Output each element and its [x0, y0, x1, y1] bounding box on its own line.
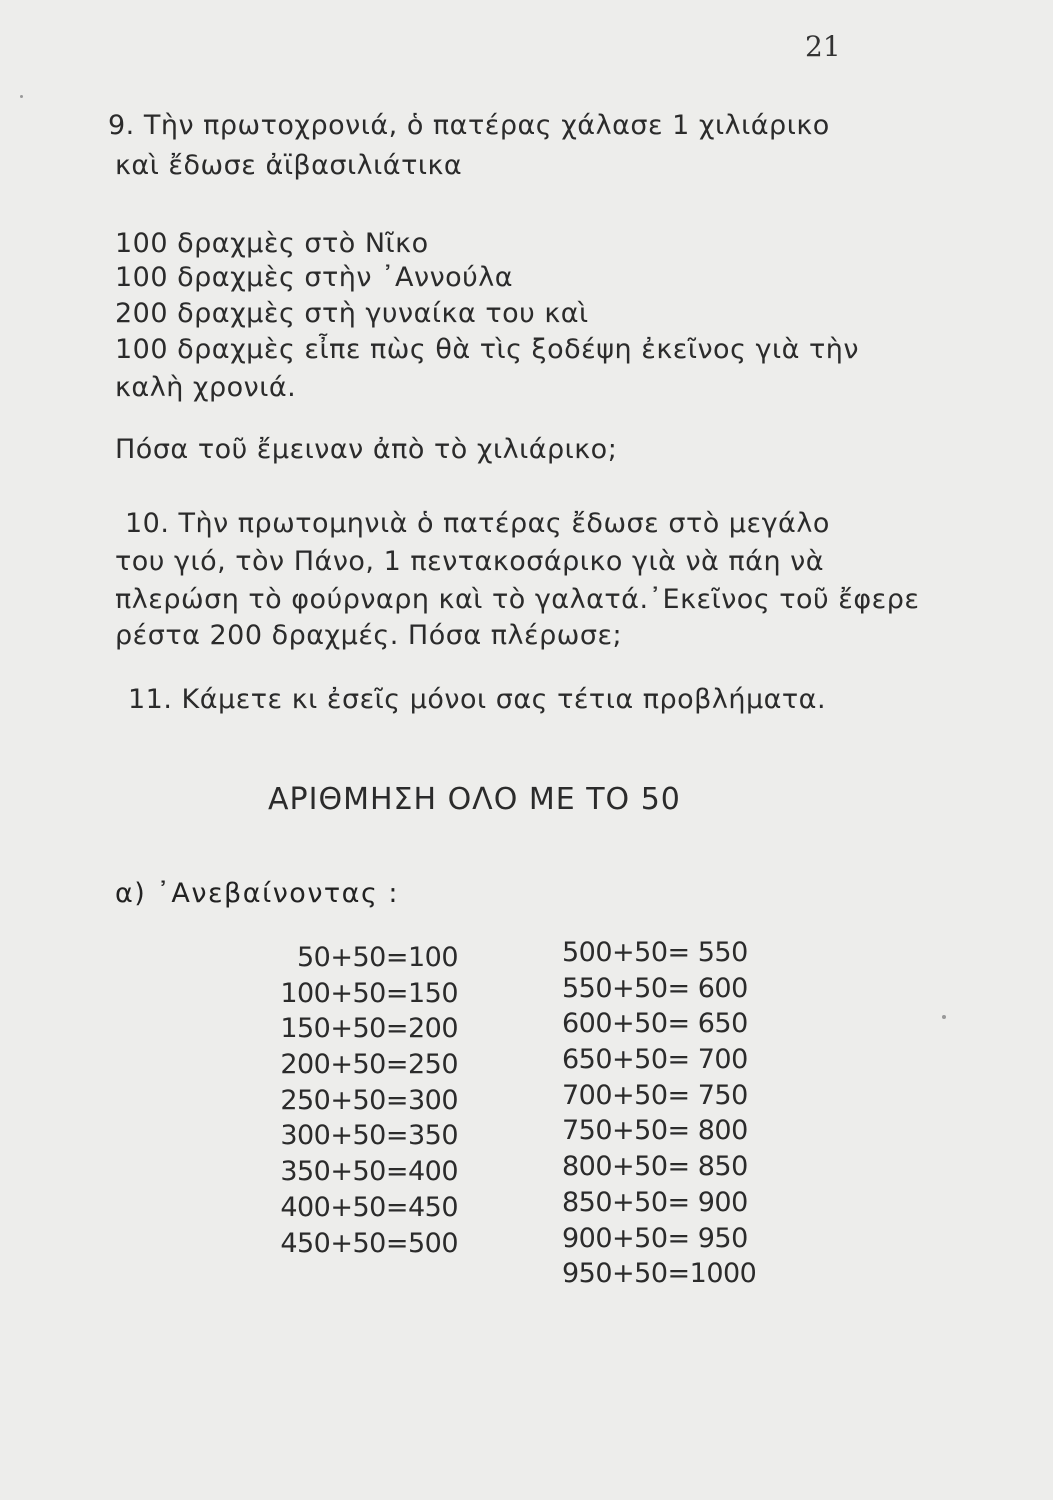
sum-row: 600+50= 650 [562, 1008, 748, 1040]
sum-row: 750+50= 800 [562, 1115, 748, 1147]
sum-row: 800+50= 850 [562, 1151, 748, 1183]
sum-row: 150+50=200 [280, 1013, 458, 1045]
problem-9-line: 200 δραχμὲς στὴ γυναίκα του καὶ [115, 298, 589, 329]
sum-row: 950+50=1000 [562, 1258, 757, 1290]
sums-left-column [268, 940, 458, 1261]
sums-right-column [562, 935, 777, 1292]
problem-10-line: του γιό, τὸν Πάνο, 1 πεντακοσάρικο γιὰ νὰ πάη νὰ [115, 546, 825, 577]
sum-row: 400+50=450 [280, 1191, 458, 1223]
sum-row: 100+50=150 [280, 977, 458, 1009]
problem-9-line: 100 δραχμὲς στὴν ᾿Αννούλα [115, 262, 514, 293]
sum-row: 250+50=300 [280, 1084, 458, 1116]
sum-row: 50+50=100 [297, 942, 458, 973]
sum-row: 650+50= 700 [562, 1044, 748, 1076]
section-subheading: α) ᾿Ανεβαίνοντας : [115, 878, 399, 909]
sum-row: 700+50= 750 [562, 1079, 748, 1111]
sum-row: 200+50=250 [280, 1049, 458, 1081]
problem-9-line: 9. Τὴν πρωτοχρονιά, ὁ πατέρας χάλασε 1 χιλιάρικο [108, 110, 830, 141]
problem-11-line: 11. Κάμετε κι ἐσεῖς μόνοι σας τέτια προβλήματα. [128, 684, 827, 715]
sum-row: 300+50=350 [280, 1120, 458, 1152]
sum-row: 450+50=500 [280, 1227, 458, 1259]
page-number: 21 [805, 30, 841, 63]
sum-row: 550+50= 600 [562, 972, 748, 1004]
problem-9-line: καλὴ χρονιά. [115, 372, 297, 403]
problem-10-line: ρέστα 200 δραχμές. Πόσα πλέρωσε; [115, 620, 623, 651]
problem-10-line: 10. Τὴν πρωτομηνιὰ ὁ πατέρας ἔδωσε στὸ μεγάλο [125, 508, 830, 539]
sum-row: 900+50= 950 [562, 1222, 748, 1254]
problem-9-line: 100 δραχμὲς εἶπε πὼς θὰ τὶς ξοδέψη ἐκεῖνος γιὰ τὴν [115, 334, 859, 365]
problem-9-line: 100 δραχμὲς στὸ Νῖκο [115, 228, 429, 259]
sum-row: 500+50= 550 [562, 937, 748, 968]
problem-9-question: Πόσα τοῦ ἔμειναν ἀπὸ τὸ χιλιάρικο; [115, 434, 618, 465]
section-heading: ΑΡΙΘΜΗΣΗ ΟΛΟ ΜΕ ΤΟ 50 [268, 782, 681, 817]
print-speck [942, 1015, 946, 1019]
problem-9-line: καὶ ἔδωσε ἀϊβασιλιάτικα [115, 150, 463, 181]
sum-row: 350+50=400 [280, 1156, 458, 1188]
sum-row: 850+50= 900 [562, 1186, 748, 1218]
print-speck [20, 95, 23, 98]
problem-10-line: πλερώση τὸ φούρναρη καὶ τὸ γαλατά.᾿Εκεῖνος τοῦ ἔφερε [115, 584, 920, 615]
